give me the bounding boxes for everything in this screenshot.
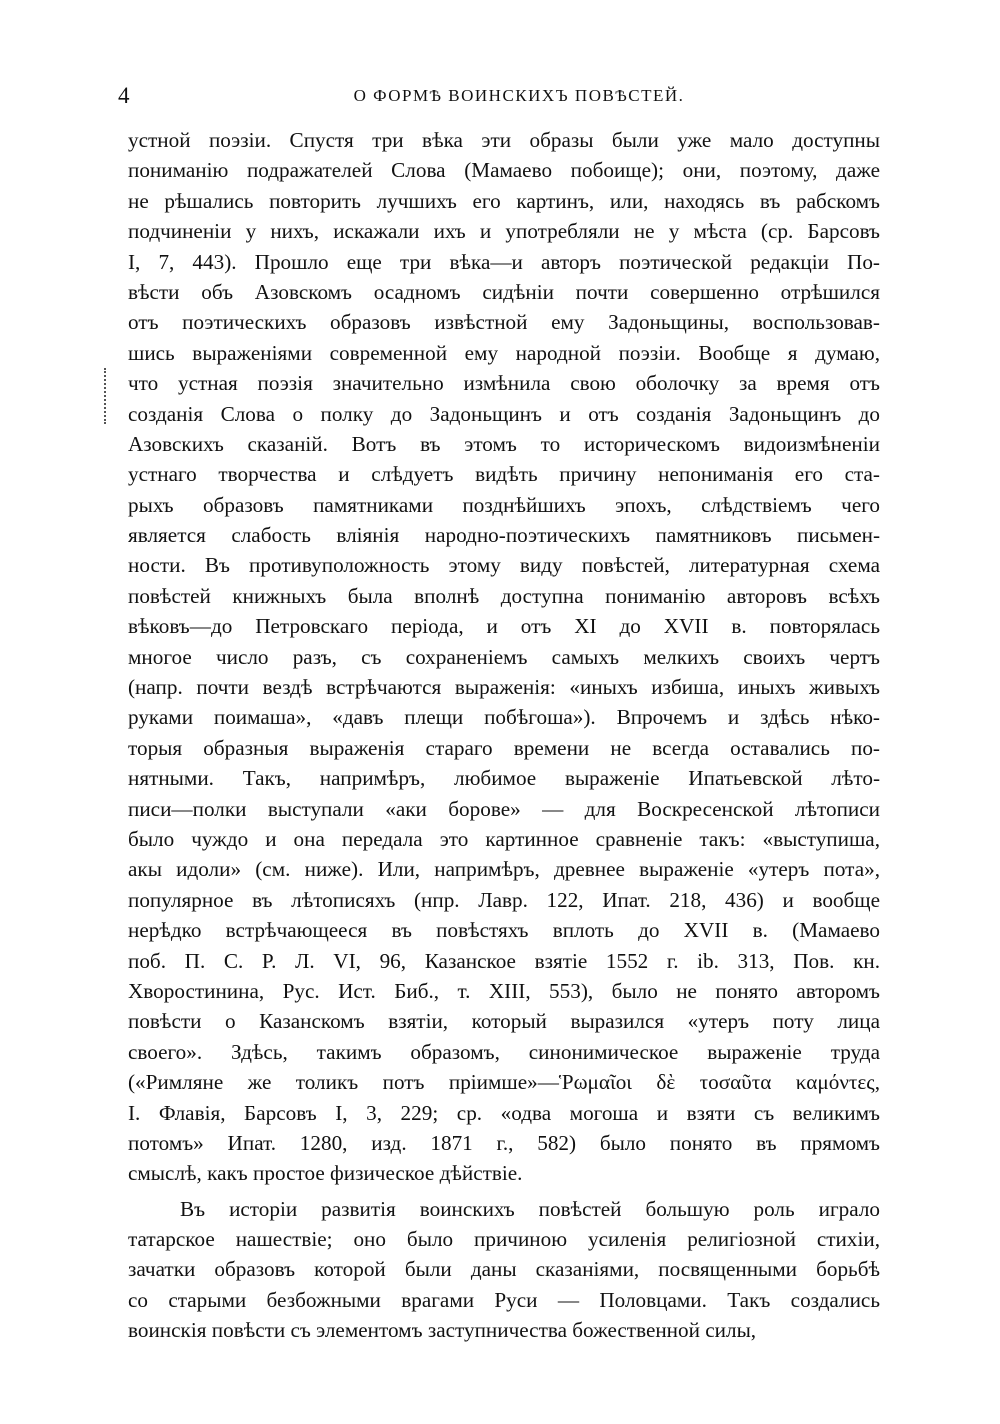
text-line: нятными. Такъ, напримѣръ, любимое выраженіе Ипатьевской лѣто-: [128, 766, 880, 791]
text-line: популярное въ лѣтописяхъ (нпр. Лавр. 122, Ипат. 218, 436) и вообще: [128, 887, 880, 912]
text-line: что устная поэзія значительно измѣнила свою оболочку за время отъ: [128, 371, 880, 396]
text-line: смыслѣ, какъ простое физическое дѣйствіе.: [128, 1161, 523, 1186]
text-line: было чуждо и она передала это картинное сравненіе такъ: «выступиша,: [128, 826, 880, 851]
paragraph: [128, 125, 880, 1189]
text-line: Азовскихъ сказаній. Вотъ въ этомъ то историческомъ видоизмѣненіи: [128, 431, 880, 456]
text-line: Въ исторіи развитія воинскихъ повѣстей большую роль играло: [180, 1196, 880, 1221]
text-line: подчиненіи у нихъ, искажали ихъ и употребляли не у мѣста (ср. Барсовъ: [128, 219, 880, 244]
text-line: поб. П. С. Р. Л. VI, 96, Казанское взятіе 1552 г. ib. 313, Пов. кн.: [128, 948, 880, 973]
text-line: зачатки образовъ которой были даны сказаніями, посвященными борьбѣ: [128, 1257, 880, 1282]
text-line: своего». Здѣсь, такимъ образомъ, синонимическое выраженіе труда: [128, 1039, 880, 1064]
text-line: вѣковъ—до Петровскаго періода, и отъ XI до XVII в. повторялась: [128, 614, 880, 639]
text-line: I. Флавія, Барсовъ I, 3, 229; ср. «одва могоша и взяти съ великимъ: [128, 1100, 880, 1125]
text-line: I, 7, 443). Прошло еще три вѣка—и авторъ поэтической редакціи По-: [128, 249, 880, 274]
text-line: со старыми безбожными врагами Руси — Половцами. Такъ создались: [128, 1287, 880, 1312]
paragraph: [128, 1194, 880, 1346]
text-line: руками поимаша», «давъ плещи побѣгоша»). Впрочемъ и здѣсь нѣко-: [128, 705, 880, 730]
text-line: потомъ» Ипат. 1280, изд. 1871 г., 582) было понято въ прямомъ: [128, 1130, 880, 1155]
text-line: (напр. почти вездѣ встрѣчаются выраженія: «иныхъ избиша, иныхъ живыхъ: [128, 675, 880, 700]
text-line: не рѣшались повторить лучшихъ его картинъ, или, находясь въ рабскомъ: [128, 188, 880, 213]
text-line: Хворостинина, Рус. Ист. Биб., т. XIII, 553), было не понято авторомъ: [128, 978, 880, 1003]
text-line: («Римляне же толикъ потъ пріимше»—Ῥωμαῖοι δὲ τοσαῦτα καμόντες,: [128, 1070, 880, 1095]
text-line: торыя образныя выраженія стараго времени не всегда оставались по-: [128, 735, 880, 760]
text-line: отъ поэтическихъ образовъ извѣстной ему Задоньщины, воспользовав-: [128, 310, 880, 335]
text-line: многое число разъ, съ сохраненіемъ самыхъ мелкихъ своихъ чертъ: [128, 644, 880, 669]
text-line: устнаго творчества и слѣдуетъ видѣть причину непониманія его ста-: [128, 462, 880, 487]
text-line: татарское нашествіе; оно было причиною усиленія религіозной стихіи,: [128, 1227, 880, 1252]
text-line: является слабость вліянія народно-поэтическихъ памятниковъ письмен-: [128, 523, 880, 548]
text-line: рыхъ образовъ памятниками позднѣйшихъ эпохъ, слѣдствіемъ чего: [128, 492, 880, 517]
text-line: устной поэзіи. Спустя три вѣка эти образы были уже мало доступны: [128, 128, 880, 152]
text-line: акы идоли» (см. ниже). Или, напримѣръ, древнее выраженіе «утеръ пота»,: [128, 857, 880, 882]
body-text: [128, 125, 880, 1346]
text-line: писи—полки выступали «аки борове» — для Воскресенской лѣтописи: [128, 796, 880, 821]
page-header: [118, 78, 880, 114]
text-line: вѣсти объ Азовскомъ осадномъ сидѣніи почти совершенно отрѣшился: [128, 279, 880, 304]
text-line: ности. Въ противуположность этому виду повѣстей, литературная схема: [128, 553, 880, 578]
text-line: созданія Слова о полку до Задоньщинъ и отъ созданія Задоньщинъ до: [128, 401, 880, 426]
text-line: нерѣдко встрѣчающееся въ повѣстяхъ вплоть до XVII в. (Мамаево: [128, 918, 880, 943]
text-line: повѣстей книжныхъ была вполнѣ доступна пониманію авторовъ всѣхъ: [128, 583, 880, 608]
text-line: повѣсти о Казанскомъ взятіи, который выразился «утеръ поту лица: [128, 1009, 880, 1034]
text-line: воинскія повѣсти съ элементомъ заступничества божественной силы,: [128, 1318, 757, 1343]
margin-pencil-mark: [104, 368, 110, 424]
text-line: пониманію подражателей Слова (Мамаево побоище); они, поэтому, даже: [128, 158, 880, 183]
page-number: 4: [118, 83, 130, 108]
running-title: О ФОРМѢ ВОИНСКИХЪ ПОВѢСТЕЙ.: [353, 86, 685, 105]
text-line: шись выраженіями современной ему народной поэзіи. Вообще я думаю,: [128, 340, 880, 365]
